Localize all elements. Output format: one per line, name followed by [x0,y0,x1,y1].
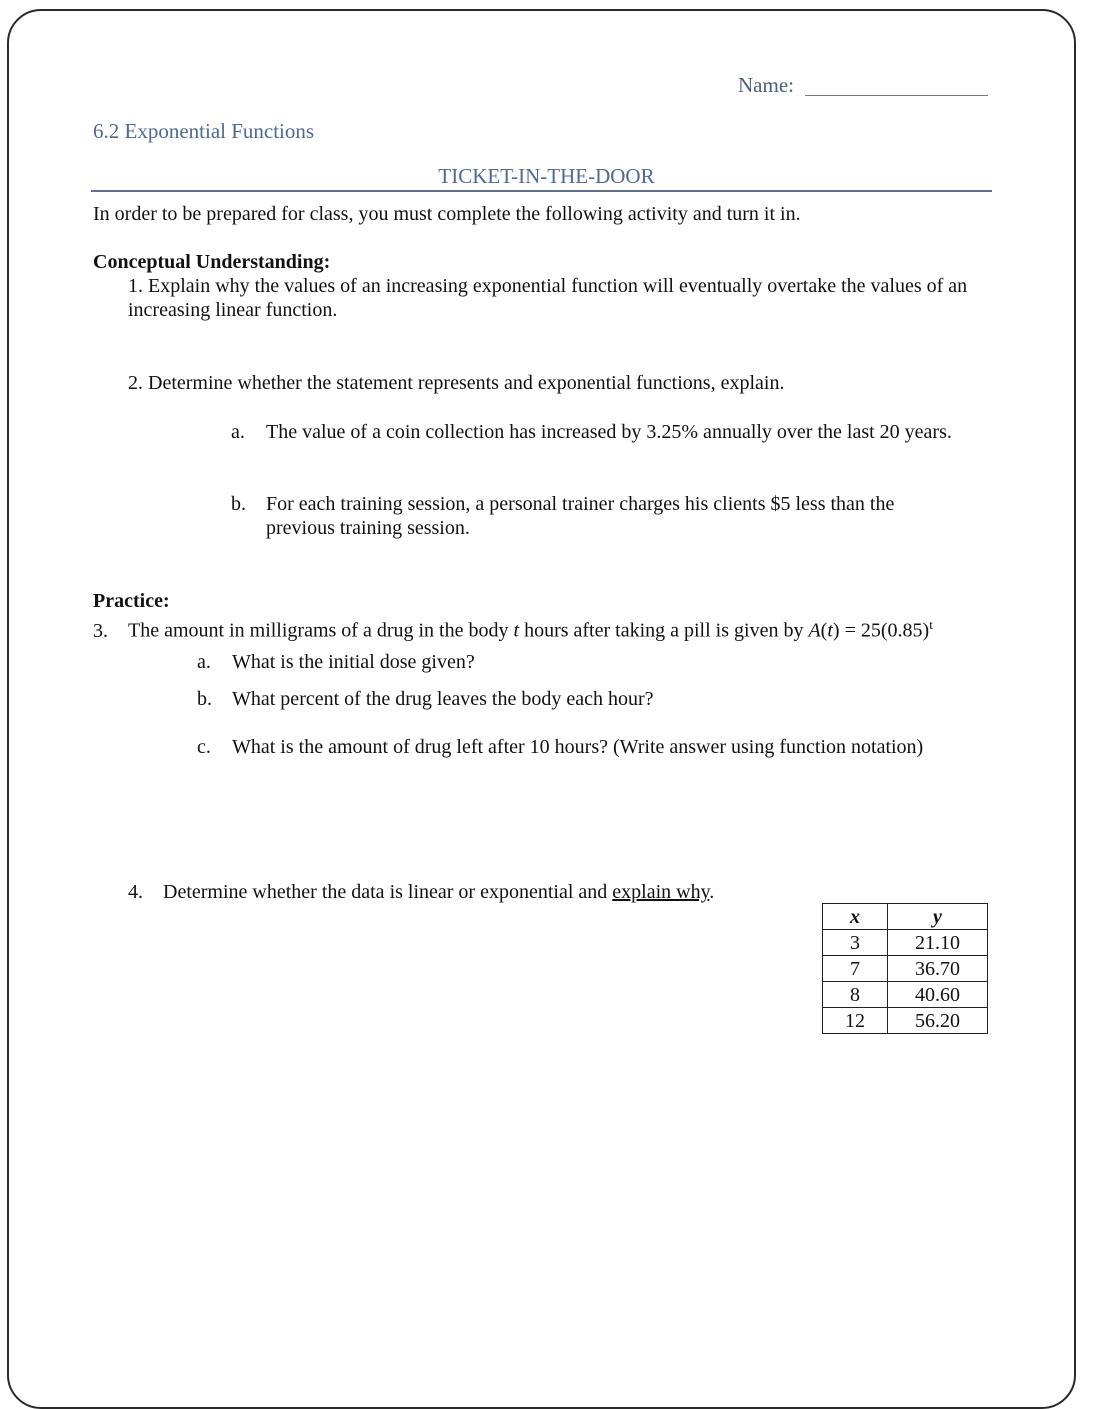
function-formula: = 25(0.85) [839,619,930,642]
table-cell-y: 21.10 [888,930,988,956]
table-header-x: x [823,904,888,930]
table-row [823,956,988,982]
question-4-period: . [709,881,715,903]
function-argument: t [827,619,833,642]
section-title: 6.2 Exponential Functions [93,119,315,143]
table-header-y: y [888,904,988,930]
question-2b-label: b. [231,493,246,515]
formula-exponent: t [929,617,933,632]
table-header-row [823,904,988,930]
table-cell-x: 12 [823,1008,888,1034]
explain-why-underlined: explain why [612,881,710,903]
table-cell-y: 56.20 [888,1008,988,1034]
question-4 [128,880,714,904]
question-2b-line-1: For each training session, a personal trainer charges his clients $5 less than the [266,493,895,515]
table-cell-x: 3 [823,930,888,956]
intro-text: In order to be prepared for class, you must complete the following activity and turn it in. [93,203,801,225]
question-3-number: 3. [93,619,108,642]
question-3-text-part-2: hours after taking a pill is given by [519,619,809,642]
title-divider [91,190,992,192]
question-4-text: Determine whether the data is linear or exponential and [163,881,613,903]
function-name: A [808,619,821,642]
data-table [822,903,988,1034]
variable-t: t [513,619,520,642]
practice-heading: Practice: [93,590,170,612]
question-3: 3. The amount in milligrams of a drug in the body t hours after taking a pill is given by $A(t) = 25(0.85)^t$ [93,617,933,642]
question-2a-label: a. [231,421,245,443]
name-blank-line [805,95,988,96]
question-3b: What percent of the drug leaves the body each hour? [232,688,654,710]
question-2: 2. Determine whether the statement represents and exponential functions, explain. [128,372,785,394]
question-3a: What is the initial dose given? [232,651,475,673]
table-row [823,1008,988,1034]
conceptual-heading: Conceptual Understanding: [93,251,331,273]
question-3a-label: a. [197,651,211,673]
ticket-title: TICKET-IN-THE-DOOR [438,164,655,188]
question-3-text-part-1: The amount in milligrams of a drug in the body [128,619,514,642]
table-row [823,930,988,956]
question-3b-label: b. [197,688,212,710]
table-cell-x: 8 [823,982,888,1008]
question-2b-line-2: previous training session. [266,517,470,539]
table-cell-x: 7 [823,956,888,982]
question-3c-label: c. [197,736,211,758]
question-1: 1. Explain why the values of an increasing exponential function will eventually overtake the values of an increasing linear function. [128,275,968,321]
question-4-number: 4. [128,881,143,903]
table-row [823,982,988,1008]
table-cell-y: 40.60 [888,982,988,1008]
name-label: Name: [738,73,794,97]
table-cell-y: 36.70 [888,956,988,982]
question-3c: What is the amount of drug left after 10 hours? (Write answer using function notation) [232,736,924,758]
question-2a: The value of a coin collection has increased by 3.25% annually over the last 20 years. [266,421,952,443]
